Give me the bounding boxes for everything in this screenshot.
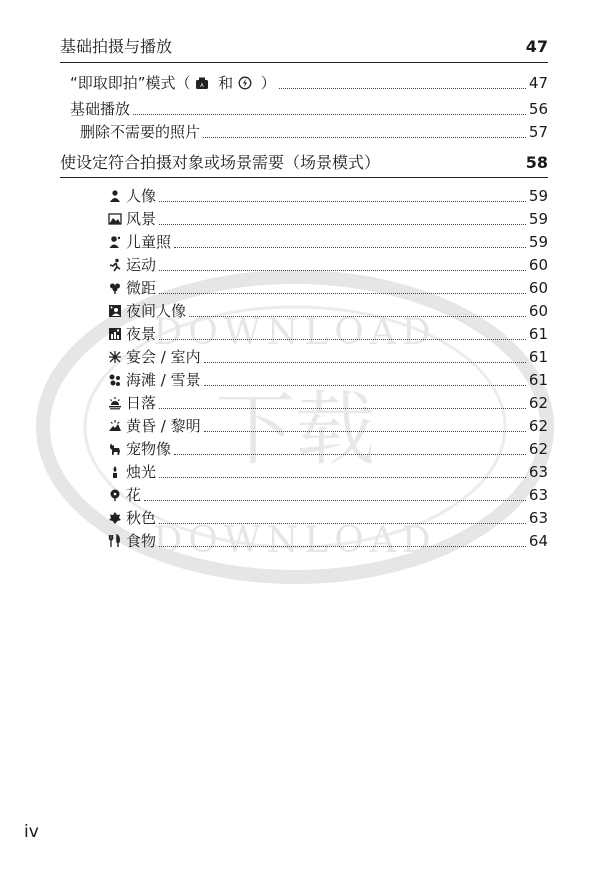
scene-label: 黄昏 / 黎明 — [126, 417, 201, 435]
scene-label: 秋色 — [126, 509, 157, 527]
toc-scene-party[interactable] — [108, 346, 548, 367]
food-icon — [108, 534, 122, 548]
scene-label: 食物 — [126, 532, 157, 550]
toc-scene-candlelight[interactable] — [108, 461, 548, 482]
child-icon — [108, 235, 122, 249]
scene-label: 花 — [126, 486, 142, 504]
item-label-end: ） — [260, 74, 276, 92]
toc-scene-autumn[interactable] — [108, 507, 548, 528]
scene-label: 夜间人像 — [126, 302, 187, 320]
scene-page: 62 — [528, 417, 548, 435]
item-page: 57 — [528, 123, 548, 141]
chapter-title: 基础拍摄与播放 — [60, 37, 173, 56]
scene-page: 61 — [528, 348, 548, 366]
chapter-page: 47 — [525, 37, 548, 56]
scene-page: 60 — [528, 256, 548, 274]
toc-scene-sports[interactable] — [108, 254, 548, 275]
scene-page: 64 — [528, 532, 548, 550]
scene-label: 海滩 / 雪景 — [126, 371, 201, 389]
footer-page-number: iv — [24, 822, 39, 842]
toc-chapter-basic[interactable] — [60, 34, 548, 57]
chapter-page: 58 — [525, 153, 548, 172]
autumn-icon — [108, 511, 122, 525]
blossom-icon — [108, 488, 122, 502]
scene-label: 烛光 — [126, 463, 157, 481]
scene-page: 59 — [528, 187, 548, 205]
toc-scene-food[interactable] — [108, 530, 548, 551]
item-label-suffix: 和 — [218, 74, 234, 92]
item-page: 47 — [528, 74, 548, 92]
scene-page: 59 — [528, 233, 548, 251]
pet-icon — [108, 442, 122, 456]
toc-scene-landscape[interactable] — [108, 208, 548, 229]
scene-page: 63 — [528, 486, 548, 504]
watermark-center-text: 下载 — [215, 383, 375, 476]
close-up-icon — [108, 281, 122, 295]
scene-page: 63 — [528, 463, 548, 481]
scene-label: 人像 — [126, 187, 157, 205]
scene-page: 61 — [528, 325, 548, 343]
toc-scene-beach-snow[interactable] — [108, 369, 548, 390]
scene-page: 63 — [528, 509, 548, 527]
toc-scene-pet[interactable] — [108, 438, 548, 459]
scene-page: 62 — [528, 440, 548, 458]
toc-item-easy-auto[interactable] — [70, 72, 548, 93]
scene-label: 日落 — [126, 394, 157, 412]
scene-label: 宴会 / 室内 — [126, 348, 201, 366]
toc-item-playback[interactable] — [70, 98, 548, 119]
chapter-divider — [60, 62, 548, 63]
toc-scene-close-up[interactable] — [108, 277, 548, 298]
scene-page: 60 — [528, 279, 548, 297]
scene-page: 61 — [528, 371, 548, 389]
sunset-icon — [108, 396, 122, 410]
item-label: 基础播放 — [70, 100, 131, 118]
item-label: 删除不需要的照片 — [80, 123, 201, 141]
dusk-dawn-icon — [108, 419, 122, 433]
scene-page: 60 — [528, 302, 548, 320]
toc-scene-sunset[interactable] — [108, 392, 548, 413]
toc-scene-child[interactable] — [108, 231, 548, 252]
toc-chapter-scene[interactable] — [60, 150, 548, 173]
auto-mode-icon — [195, 76, 209, 90]
landscape-icon — [108, 212, 122, 226]
beach-snow-icon — [108, 373, 122, 387]
chapter-divider — [60, 177, 548, 178]
watermark-bottom-text: DOWNLOAD — [153, 520, 437, 561]
toc-scene-blossom[interactable] — [108, 484, 548, 505]
item-label: “即取即拍”模式（ — [70, 74, 191, 92]
svg-text:A: A — [200, 83, 205, 89]
watermark-top-text: DOWNLOAD — [153, 312, 437, 353]
sports-icon — [108, 258, 122, 272]
scene-label: 儿童照 — [126, 233, 172, 251]
toc-scene-portrait[interactable] — [108, 185, 548, 206]
scene-label: 宠物像 — [126, 440, 172, 458]
toc-scene-night-portrait[interactable] — [108, 300, 548, 321]
night-landscape-icon — [108, 327, 122, 341]
scene-page: 62 — [528, 394, 548, 412]
scene-label: 运动 — [126, 256, 157, 274]
flash-off-icon — [238, 76, 252, 90]
night-portrait-icon — [108, 304, 122, 318]
scene-label: 风景 — [126, 210, 157, 228]
scene-label: 微距 — [126, 279, 157, 297]
item-page: 56 — [528, 100, 548, 118]
party-icon — [108, 350, 122, 364]
toc-scene-dusk-dawn[interactable] — [108, 415, 548, 436]
chapter-title: 使设定符合拍摄对象或场景需要（场景模式） — [60, 153, 381, 172]
toc-item-delete[interactable] — [80, 121, 548, 142]
portrait-icon — [108, 189, 122, 203]
scene-page: 59 — [528, 210, 548, 228]
candlelight-icon — [108, 465, 122, 479]
toc-scene-night-landscape[interactable] — [108, 323, 548, 344]
scene-label: 夜景 — [126, 325, 157, 343]
